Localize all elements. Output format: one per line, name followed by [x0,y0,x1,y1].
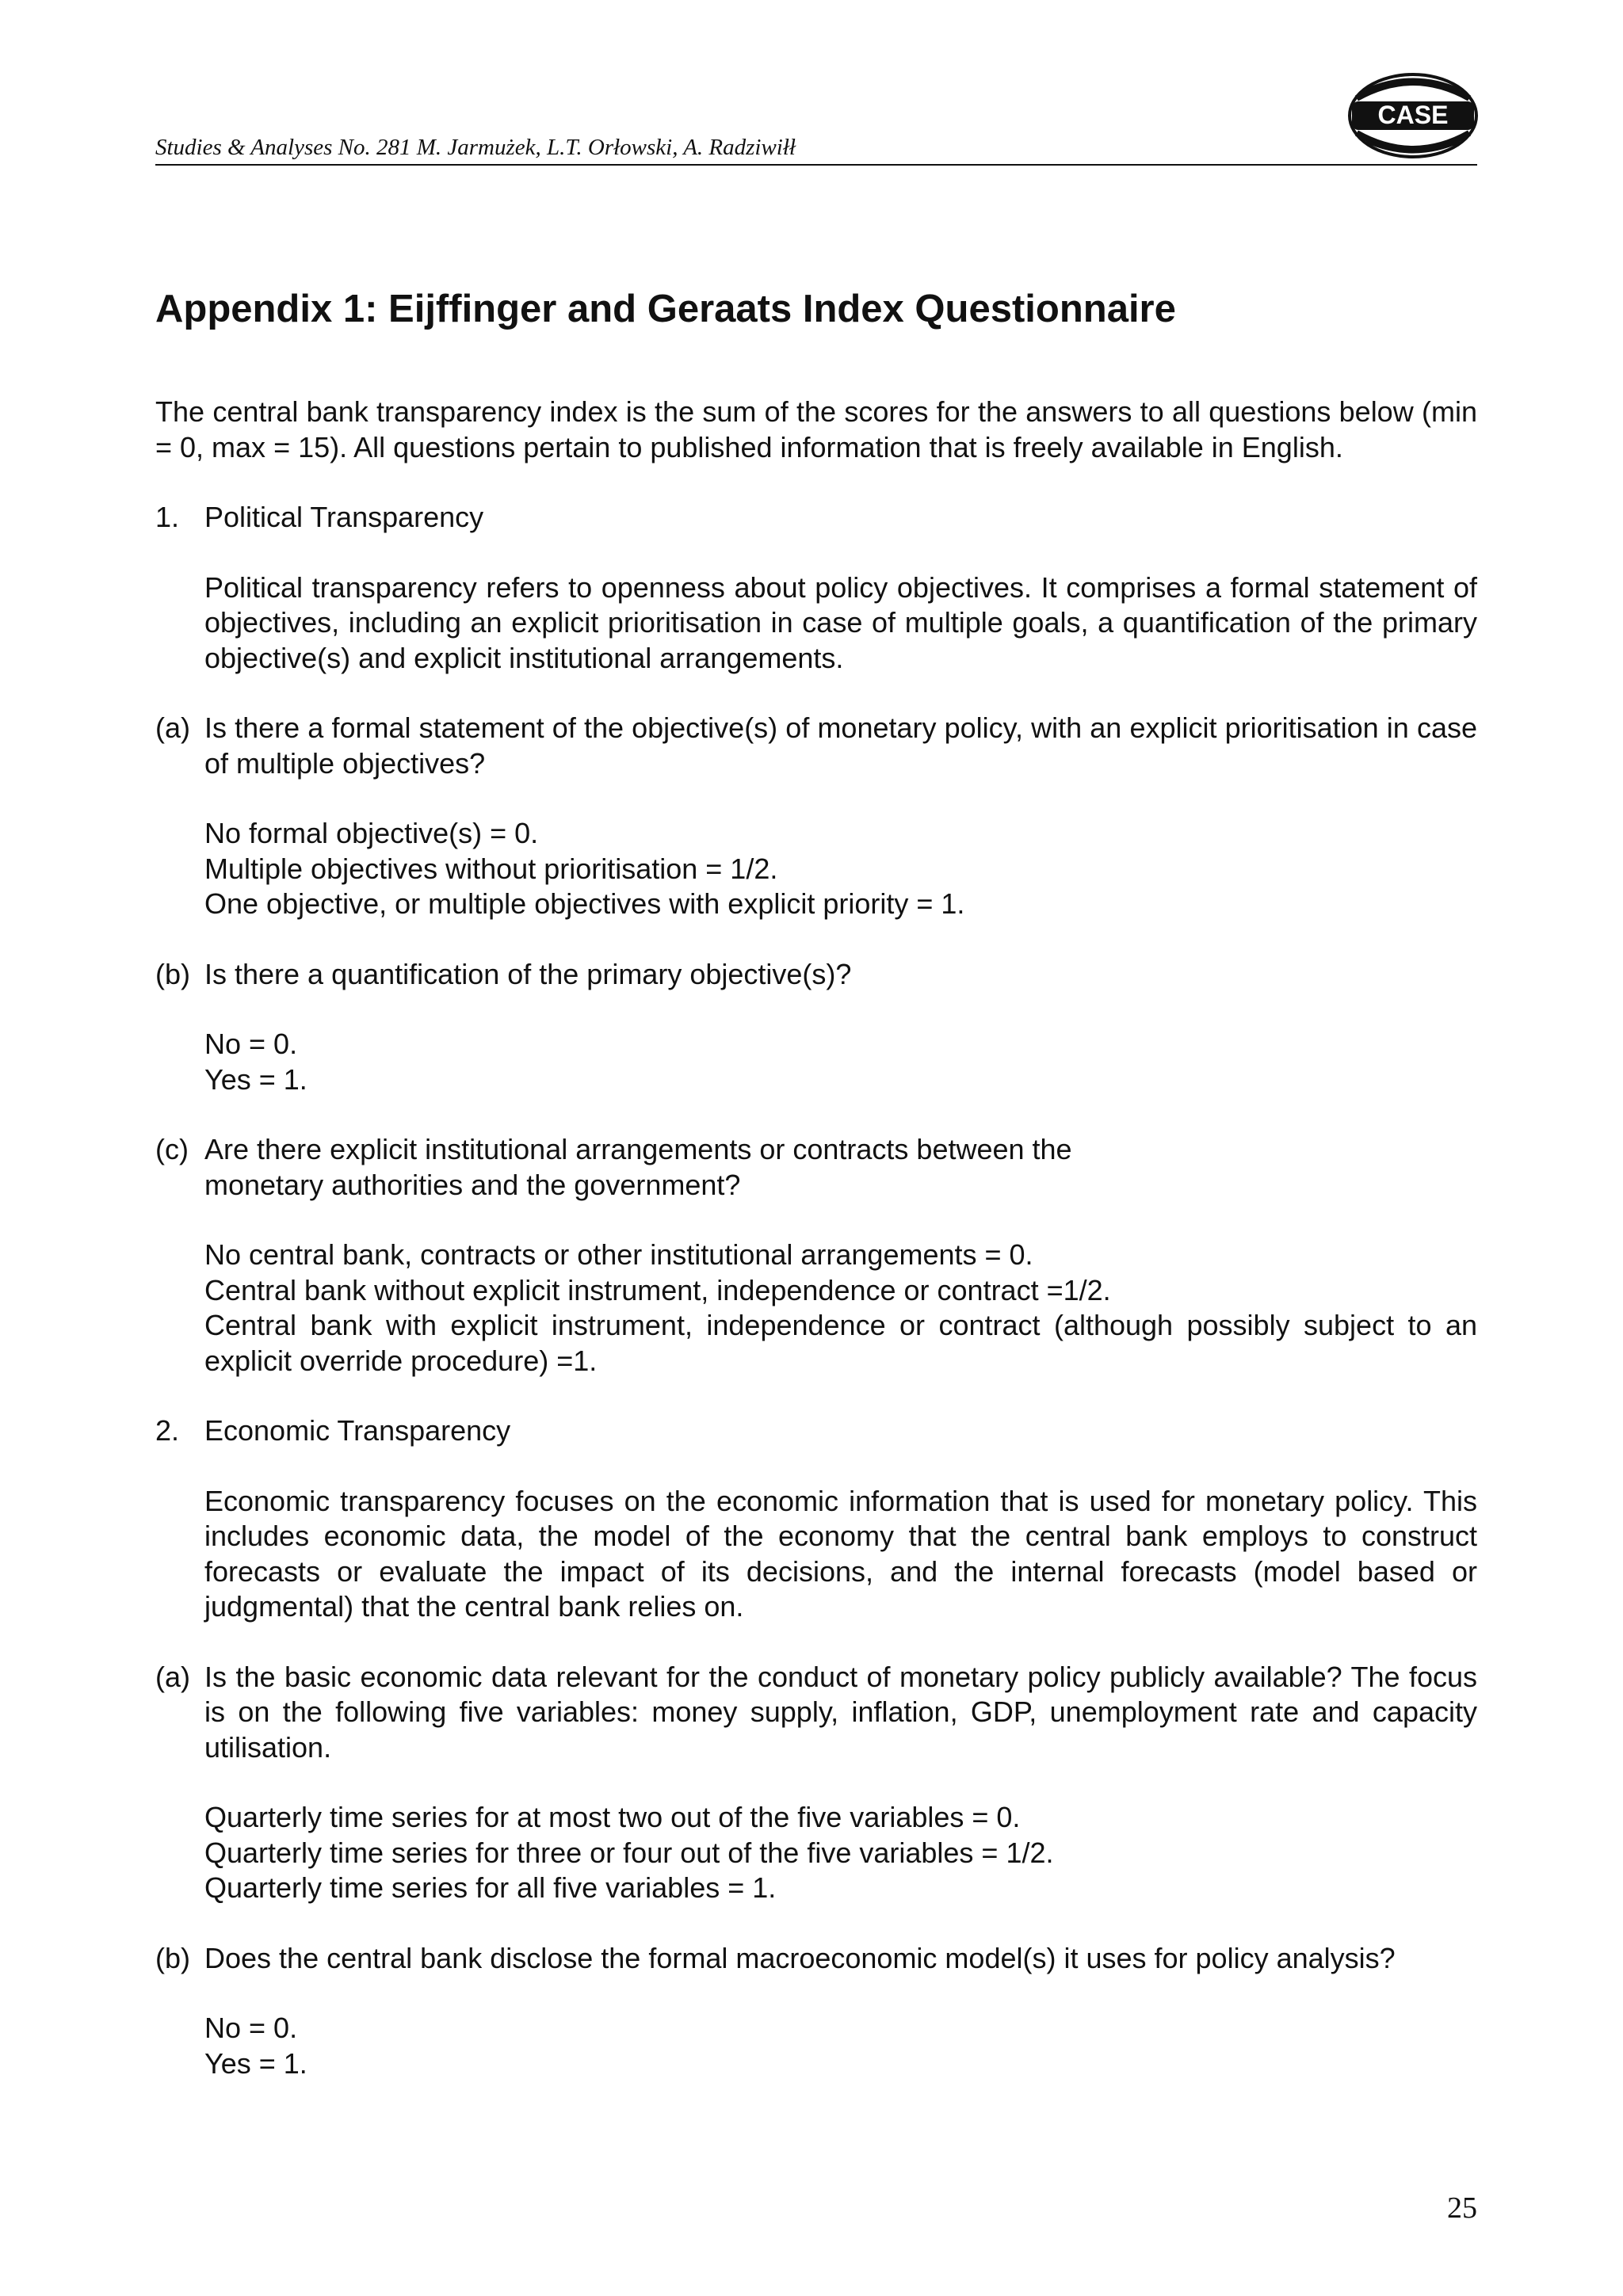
answer-list [155,816,1477,922]
answer-option: Central bank without explicit instrument, independence or contract =1/2. [204,1273,1111,1306]
question-item [155,1660,1477,1766]
section-heading: Economic Transparency [204,1414,511,1447]
question-text: Is there a formal statement of the objective(s) of monetary policy, with an explicit prioritisation in case of multiple objectives? [204,711,1477,780]
section-number: 1. [155,501,180,533]
answer-option: Yes = 1. [204,2046,307,2080]
question-item [155,711,1477,781]
question-label: (b) [155,957,190,990]
answer-option: Multiple objectives without prioritisation = 1/2. [204,852,778,885]
answer-option: Yes = 1. [204,1062,307,1096]
question-label: (a) [155,711,190,744]
question-text-line: monetary authorities and the government? [204,1168,741,1201]
answer-option: No central bank, contracts or other institutional arrangements = 0. [204,1238,1033,1271]
section-description: Economic transparency focuses on the economic information that is used for monetary policy. This includes economic data, the model of the economy that the central bank employs to construct forecasts or evaluate the impact of its decisions, and the internal forecasts (model based or judgmental) that the central bank relies on. [204,1484,1477,1623]
answer-option: Quarterly time series for at most two out of the five variables = 0. [204,1801,1021,1833]
logo-text: CASE [1377,101,1449,129]
question-text: Is the basic economic data relevant for the conduct of monetary policy publicly available? The focus is on the following five variables: money supply, inflation, GDP, unemployment rate and capacity utilisation. [204,1660,1477,1764]
case-logo [1347,71,1479,160]
running-header: Studies & Analyses No. 281 M. Jarmużek, L.T. Orłowski, A. Radziwiłł [155,135,796,160]
answer-option: No = 0. [204,2012,298,2044]
section-heading: Political Transparency [204,501,484,533]
section-economic [155,1413,1477,1449]
header-rule [155,164,1477,166]
question-item [155,1132,1477,1203]
answer-list [155,2011,1477,2081]
question-label: (c) [155,1133,189,1165]
question-text-line: Are there explicit institutional arrangements or contracts between the [204,1133,1072,1165]
page-number: 25 [1447,2191,1477,2225]
page-title: Appendix 1: Eijffinger and Geraats Index Questionnaire [155,288,1176,330]
answer-option: Central bank with explicit instrument, independence or contract (although possibly subject to an explicit override procedure) =1. [204,1309,1477,1377]
answer-option: No formal objective(s) = 0. [204,817,539,849]
answer-option: One objective, or multiple objectives with explicit priority = 1. [204,887,965,920]
section-number: 2. [155,1414,180,1447]
question-text: Does the central bank disclose the formal macroeconomic model(s) it uses for policy analysis? [204,1941,1396,1974]
question-label: (b) [155,1941,190,1974]
answer-option: Quarterly time series for all five variables = 1. [204,1871,777,1904]
section-political [155,500,1477,536]
question-item [155,1941,1477,1977]
main-content [155,285,1477,2081]
question-text: Is there a quantification of the primary objective(s)? [204,957,852,990]
answer-option: No = 0. [204,1028,298,1060]
question-text [204,1132,1477,1203]
question-label: (a) [155,1660,190,1693]
intro-paragraph: The central bank transparency index is the sum of the scores for the answers to all questions below (min = 0, max = 15). All questions pertain to published information that is freely available in English. [155,395,1477,463]
answer-list [155,1027,1477,1097]
answer-list [155,1800,1477,1906]
question-item [155,957,1477,993]
section-description: Political transparency refers to openness about policy objectives. It comprises a formal statement of objectives, including an explicit prioritisation in case of multiple goals, a quantification of the primary objective(s) and explicit institutional arrangements. [204,570,1477,674]
answer-option: Quarterly time series for three or four out of the five variables = 1/2. [204,1836,1054,1869]
answer-list [155,1238,1477,1379]
